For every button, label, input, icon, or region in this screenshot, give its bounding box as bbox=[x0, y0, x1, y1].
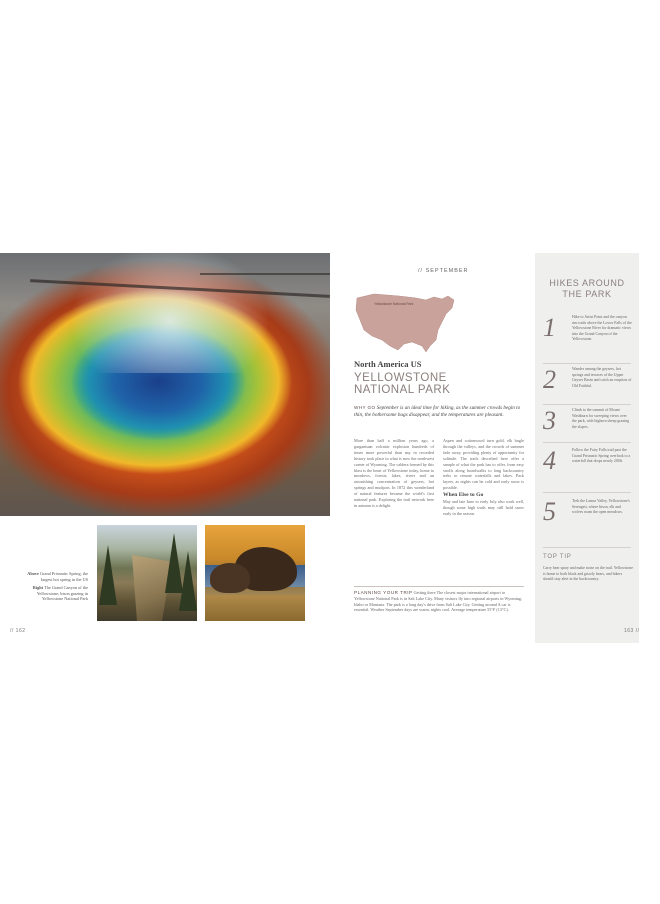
hike-text: Wander among the geysers, hot springs and terraces of the Upper Geyser Basin and catch an eruption of Old Faithful. bbox=[572, 367, 632, 388]
why-go-text: September is an ideal time for hiking, as the summer crowds begin to thin, the bothersome bugs disappear, and the temperatures are pleasant. bbox=[354, 405, 521, 418]
hike-number: 4 bbox=[543, 446, 556, 475]
hike-number: 2 bbox=[543, 365, 556, 394]
hike-text: Follow the Fairy Falls trail past the Grand Prismatic Spring overlook to a waterfall that drops nearly 200ft. bbox=[572, 448, 631, 463]
page-number-left: // 162 bbox=[10, 628, 26, 634]
hike-text: Hike to Artist Point and the canyon rim trails above the Lower Falls of the Yellowstone River for dramatic views into the Grand Canyon of the Yellowstone. bbox=[572, 315, 632, 341]
planning-text: Getting there The closest major international airport to Yellowstone National Park is in Salt Lake City. Many visitors fly into regional airports in Wyoming, Idaho or Montana. The park is a long day's drive from Salt Lake City. Getting around A car is essential. Weather September days are warm, nights cool. Average temperature 55°F (13°C). bbox=[354, 590, 522, 613]
us-map bbox=[354, 288, 460, 358]
canyon-photo bbox=[97, 525, 197, 621]
when-else-text: May and late June to early July also work well, though some high trails may still hold snow early in the season. bbox=[443, 499, 524, 516]
caption-above: Above Grand Prismatic Spring, the largest hot spring in the US bbox=[27, 571, 88, 582]
why-go-label: WHY GO bbox=[354, 405, 376, 410]
body-column-2-text: Aspen and cottonwood turn gold, elk bugle through the valleys, and the crowds of summer fade away, providing plenty of opportunity for solitude. The trails described here offer a sample of what the park has to offer, from easy strolls along boardwalks to long backcountry treks to remote waterfalls and lakes. Pack layers, as nights can be cold and early snow is possible. bbox=[443, 438, 524, 491]
grand-prismatic-spring-photo bbox=[0, 253, 330, 516]
caption-right: Right The Grand Canyon of the Yellowstone; bison grazing in Yellowstone National Park bbox=[32, 585, 88, 602]
hike-divider bbox=[543, 492, 631, 493]
hike-divider bbox=[543, 404, 631, 405]
why-go bbox=[354, 405, 524, 418]
hike-text: Trek the Lamar Valley, Yellowstone's Serengeti, where bison, elk and wolves roam the open meadows. bbox=[572, 499, 630, 514]
divider bbox=[354, 586, 524, 587]
body-column-2 bbox=[443, 438, 524, 517]
title-line-1: YELLOWSTONE bbox=[354, 372, 447, 384]
hike-text: Climb to the summit of Mount Washburn for sweeping views over the park, with bighorn sheep grazing the slopes. bbox=[572, 408, 630, 429]
body-column-1: More than half a million years ago, a gargantuan volcanic explosion hundreds of times more powerful than any in recorded history took place in what is now the northwest corner of Wyoming. The caldera formed by this blast is the heart of Yellowstone today, home to meadows, forests, lakes, rivers and an astonishing concentration of geysers, hot springs and mudpots. In 1872 this wonderland of natural features became the world's first national park. Exploring the trail network here in autumn is a delight. bbox=[354, 438, 434, 508]
photo-captions bbox=[24, 571, 88, 605]
hikes-sidebar bbox=[535, 253, 639, 643]
title-line-2: NATIONAL PARK bbox=[354, 384, 451, 396]
page-number-right: 163 // bbox=[624, 628, 640, 634]
pine-tree bbox=[179, 551, 197, 611]
hike-number: 3 bbox=[543, 406, 556, 435]
pine-tree bbox=[99, 545, 117, 605]
us-map-icon bbox=[354, 288, 460, 358]
hike-number: 1 bbox=[543, 313, 556, 342]
grass bbox=[205, 595, 305, 621]
top-tip-label: TOP TIP bbox=[543, 554, 572, 560]
sidebar-title-line-1: HIKES AROUND bbox=[549, 278, 625, 288]
map-label: Yellowstone National Park bbox=[374, 302, 414, 306]
steam-plume bbox=[70, 253, 270, 373]
region-label: North America US bbox=[354, 359, 422, 369]
top-tip-divider bbox=[543, 547, 631, 548]
hike-divider bbox=[543, 363, 631, 364]
sidebar-title-line-2: THE PARK bbox=[562, 289, 612, 299]
boardwalk-far bbox=[200, 273, 330, 275]
top-tip-text: Carry bear spray and make noise on the trail. Yellowstone is home to both black and grizzly bears, and hikers should stay alert in the backcountry. bbox=[543, 566, 634, 581]
planning-label: PLANNING YOUR TRIP bbox=[354, 590, 413, 595]
destination-title bbox=[354, 372, 514, 396]
bison-small bbox=[210, 563, 250, 593]
sidebar-title bbox=[535, 278, 639, 300]
bison-photo bbox=[205, 525, 305, 621]
when-else-heading: When Else to Go bbox=[443, 492, 484, 499]
planning-box bbox=[354, 590, 526, 613]
hike-divider bbox=[543, 442, 631, 443]
month-kicker: // SEPTEMBER bbox=[418, 268, 469, 274]
hike-number: 5 bbox=[543, 497, 556, 526]
